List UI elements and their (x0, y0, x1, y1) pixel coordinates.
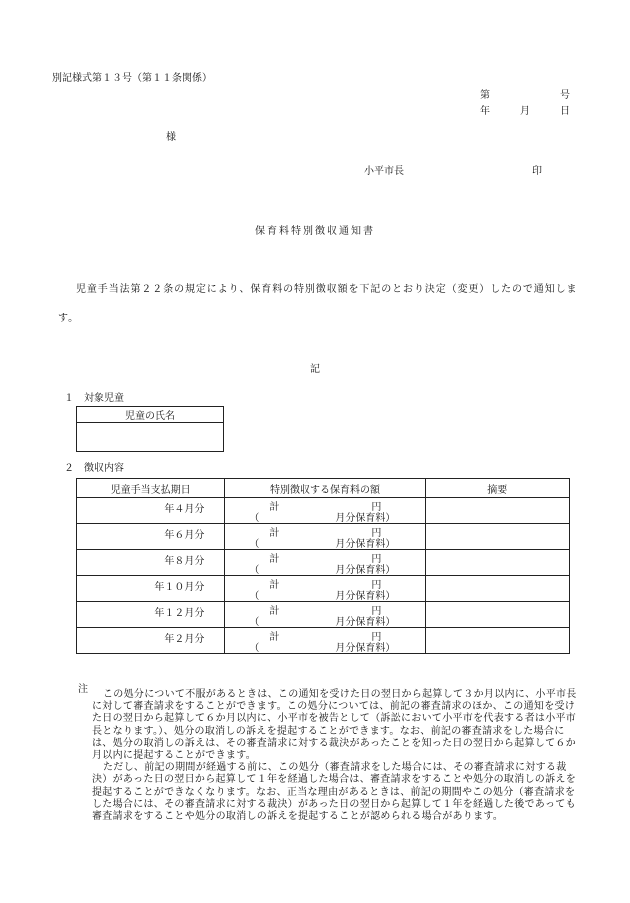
months-label: 月分保育料） (335, 513, 396, 524)
date-year-label: 年 (480, 106, 490, 117)
yen-label: 円 (371, 580, 382, 591)
payment-month: 年１０月分 (154, 582, 205, 593)
document-title: 保育料特別徴収通知書 (255, 226, 375, 237)
note-text (92, 689, 580, 823)
table-row (77, 524, 570, 550)
payment-month: 年８月分 (164, 556, 205, 567)
months-label: 月分保育料） (335, 643, 396, 654)
yen-label: 円 (371, 554, 382, 565)
remarks-cell (425, 498, 569, 524)
paren-open: （ (249, 591, 260, 602)
yen-label: 円 (371, 606, 382, 617)
table-row (77, 576, 570, 602)
form-number: 別記様式第１３号（第１１条関係） (52, 73, 212, 84)
amount-cell (225, 602, 424, 627)
remarks-cell (425, 524, 569, 550)
remarks-cell (425, 576, 569, 602)
amount-cell (225, 524, 424, 549)
body-text: 児童手当法第２２条の規定により、保育料の特別徴収額を下記のとおり決定（変更）したので通知します。 (58, 284, 578, 324)
amount-header: 特別徴収する保育料の額 (225, 479, 425, 498)
date-day-label: 日 (560, 106, 570, 117)
issuer-name: 小平市長 (364, 166, 404, 177)
payment-month: 年２月分 (164, 634, 205, 645)
document-number-prefix: 第 (480, 90, 490, 101)
payment-month: 年１２月分 (154, 608, 205, 619)
months-label: 月分保育料） (335, 539, 396, 550)
kei-label: 計 (269, 580, 280, 591)
date-month-label: 月 (520, 106, 530, 117)
remarks-cell (425, 550, 569, 576)
amount-cell (225, 576, 424, 601)
table-row (77, 550, 570, 576)
payment-month: 年６月分 (164, 530, 205, 541)
ki-heading: 記 (310, 364, 320, 375)
child-name-header: 児童の氏名 (77, 407, 224, 423)
paren-open: （ (249, 565, 260, 576)
table-row (77, 628, 570, 654)
remarks-cell (425, 628, 569, 654)
months-label: 月分保育料） (335, 591, 396, 602)
note-paragraph-1: この処分について不服があるときは、この通知を受けた日の翌日から起算して３か月以内に、小平市長に対して審査請求をすることができます。この処分については、前記の審査請求のほか、この通知を受けた日の翌日から起算して６か月以内に、小平市を被告として（訴訟において小平市を代表する者は小平市長となります。）、処分の取消しの訴えを提起することができます。なお、前記の審査請求をした場合には、処分の取消しの訴えは、その審査請求に対する裁決があったことを知った日の翌日から起算して６か月以内に提起することができます。 (92, 689, 577, 762)
payment-date-header: 児童手当支払期日 (77, 479, 225, 498)
amount-cell (225, 628, 424, 653)
amount-cell (225, 498, 424, 523)
child-name-cell (77, 423, 224, 452)
recipient-honorific: 様 (166, 132, 176, 143)
remarks-header: 摘要 (425, 479, 569, 498)
note-label: 注 (78, 684, 88, 695)
child-table (76, 406, 224, 452)
paren-open: （ (249, 617, 260, 628)
yen-label: 円 (371, 632, 382, 643)
section1-label: １ 対象児童 (64, 393, 124, 404)
kei-label: 計 (269, 528, 280, 539)
kei-label: 計 (269, 606, 280, 617)
yen-label: 円 (371, 528, 382, 539)
kei-label: 計 (269, 632, 280, 643)
table-row (77, 498, 570, 524)
paren-open: （ (249, 539, 260, 550)
months-label: 月分保育料） (335, 565, 396, 576)
section2-label: ２ 徴収内容 (64, 463, 124, 474)
table-row (77, 602, 570, 628)
amount-cell (225, 550, 424, 575)
document-number-suffix: 号 (560, 90, 570, 101)
payment-month: 年４月分 (164, 504, 205, 515)
collection-table (76, 478, 570, 654)
kei-label: 計 (269, 554, 280, 565)
paren-open: （ (249, 643, 260, 654)
remarks-cell (425, 602, 569, 628)
months-label: 月分保育料） (335, 617, 396, 628)
kei-label: 計 (269, 502, 280, 513)
seal-mark: 印 (532, 166, 542, 177)
paren-open: （ (249, 513, 260, 524)
yen-label: 円 (371, 502, 382, 513)
note-paragraph-2: ただし、前記の期間が経過する前に、この処分（審査請求をした場合には、その審査請求に対する裁決）があった日の翌日から起算して１年を経過した場合は、審査請求をすることや処分の取消しの訴えを提起することができなくなります。なお、正当な理由があるときは、前記の期間やこの処分（審査請求をした場合には、その審査請求に対する裁決）があった日の翌日から起算して１年を経過した後であっても審査請求をすることや処分の取消しの訴えを提起することが認められる場合があります。 (92, 762, 576, 823)
